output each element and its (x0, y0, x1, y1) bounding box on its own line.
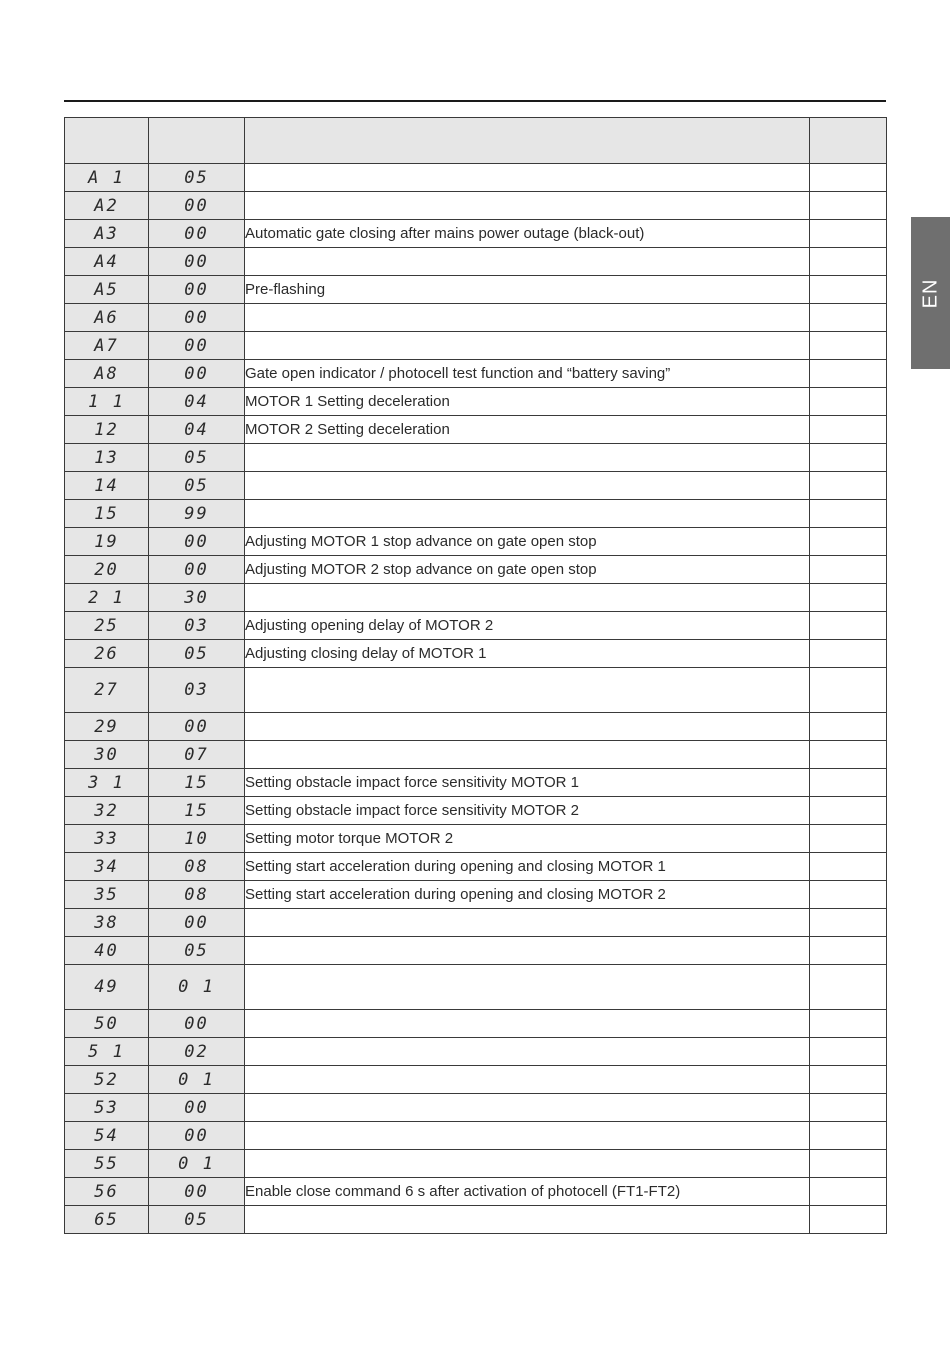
setting-cell (810, 853, 887, 881)
parameter-description: Setting motor torque MOTOR 2 (245, 825, 810, 853)
default-value: 00 (149, 248, 245, 276)
default-value: 00 (149, 220, 245, 248)
table-row (65, 192, 887, 220)
parameter-code: A2 (65, 192, 149, 220)
setting-cell (810, 192, 887, 220)
parameter-description (245, 304, 810, 332)
parameter-description: Adjusting MOTOR 1 stop advance on gate open stop (245, 528, 810, 556)
parameter-code: A8 (65, 360, 149, 388)
parameter-description (245, 909, 810, 937)
parameter-description (245, 1122, 810, 1150)
parameter-code: 15 (65, 500, 149, 528)
parameter-description (245, 1150, 810, 1178)
setting-cell (810, 444, 887, 472)
parameter-code: 65 (65, 1206, 149, 1234)
default-value: 04 (149, 388, 245, 416)
table-body (65, 164, 887, 1234)
table-row (65, 713, 887, 741)
setting-cell (810, 472, 887, 500)
parameter-code: 5 1 (65, 1038, 149, 1066)
parameter-description: Setting start acceleration during opening and closing MOTOR 2 (245, 881, 810, 909)
parameter-code: 26 (65, 640, 149, 668)
parameter-description: Adjusting opening delay of MOTOR 2 (245, 612, 810, 640)
parameter-description (245, 584, 810, 612)
default-value: 0 1 (149, 1150, 245, 1178)
table-row (65, 1178, 887, 1206)
parameter-code: 55 (65, 1150, 149, 1178)
default-value: 00 (149, 909, 245, 937)
setting-cell (810, 612, 887, 640)
table-row (65, 444, 887, 472)
table-row (65, 332, 887, 360)
default-value: 00 (149, 276, 245, 304)
default-value: 05 (149, 1206, 245, 1234)
table-row (65, 1206, 887, 1234)
parameter-code: A7 (65, 332, 149, 360)
parameter-code: 30 (65, 741, 149, 769)
setting-cell (810, 500, 887, 528)
setting-cell (810, 556, 887, 584)
parameter-description (245, 741, 810, 769)
parameter-code: 1 1 (65, 388, 149, 416)
default-value: 0 1 (149, 1066, 245, 1094)
setting-cell (810, 769, 887, 797)
default-value: 05 (149, 164, 245, 192)
parameter-code: 49 (65, 965, 149, 1010)
default-value: 08 (149, 881, 245, 909)
default-value: 10 (149, 825, 245, 853)
parameter-description (245, 1094, 810, 1122)
setting-cell (810, 713, 887, 741)
header-cell-code (65, 118, 149, 164)
table-row (65, 612, 887, 640)
table-row (65, 909, 887, 937)
table-row (65, 769, 887, 797)
parameter-code: 19 (65, 528, 149, 556)
setting-cell (810, 909, 887, 937)
parameter-code: 53 (65, 1094, 149, 1122)
setting-cell (810, 640, 887, 668)
parameter-description (245, 937, 810, 965)
table-row (65, 556, 887, 584)
table-row (65, 388, 887, 416)
parameter-code: 3 1 (65, 769, 149, 797)
setting-cell (810, 1122, 887, 1150)
table-row (65, 825, 887, 853)
default-value: 15 (149, 797, 245, 825)
table-row (65, 528, 887, 556)
setting-cell (810, 1094, 887, 1122)
setting-cell (810, 825, 887, 853)
table-row (65, 965, 887, 1010)
table-row (65, 1150, 887, 1178)
setting-cell (810, 360, 887, 388)
default-value: 07 (149, 741, 245, 769)
setting-cell (810, 1150, 887, 1178)
default-value: 05 (149, 640, 245, 668)
setting-cell (810, 388, 887, 416)
table-row (65, 853, 887, 881)
header-cell-description (245, 118, 810, 164)
setting-cell (810, 1178, 887, 1206)
setting-cell (810, 584, 887, 612)
parameter-description (245, 713, 810, 741)
parameter-code: 38 (65, 909, 149, 937)
parameter-code: 25 (65, 612, 149, 640)
parameter-description: MOTOR 2 Setting deceleration (245, 416, 810, 444)
default-value: 00 (149, 360, 245, 388)
parameter-description (245, 1206, 810, 1234)
header-cell-setting (810, 118, 887, 164)
parameter-code: 14 (65, 472, 149, 500)
default-value: 99 (149, 500, 245, 528)
default-value: 00 (149, 1094, 245, 1122)
parameter-description: Automatic gate closing after mains power outage (black-out) (245, 220, 810, 248)
default-value: 15 (149, 769, 245, 797)
table-row (65, 276, 887, 304)
parameter-code: 2 1 (65, 584, 149, 612)
parameter-description (245, 500, 810, 528)
table-row (65, 797, 887, 825)
default-value: 00 (149, 528, 245, 556)
parameter-code: 29 (65, 713, 149, 741)
parameter-description: Adjusting closing delay of MOTOR 1 (245, 640, 810, 668)
parameter-code: 12 (65, 416, 149, 444)
default-value: 00 (149, 556, 245, 584)
default-value: 00 (149, 192, 245, 220)
setting-cell (810, 881, 887, 909)
default-value: 05 (149, 472, 245, 500)
table-row (65, 1094, 887, 1122)
parameter-description (245, 248, 810, 276)
table-row (65, 640, 887, 668)
default-value: 08 (149, 853, 245, 881)
language-tab (911, 217, 950, 369)
table-row (65, 584, 887, 612)
table-row (65, 668, 887, 713)
parameter-code: 34 (65, 853, 149, 881)
default-value: 00 (149, 1010, 245, 1038)
table-row (65, 360, 887, 388)
parameter-description: MOTOR 1 Setting deceleration (245, 388, 810, 416)
parameter-code: A 1 (65, 164, 149, 192)
parameter-description (245, 1010, 810, 1038)
parameter-description (245, 192, 810, 220)
top-rule (64, 100, 886, 102)
parameter-description (245, 164, 810, 192)
parameter-description: Setting obstacle impact force sensitivity MOTOR 2 (245, 797, 810, 825)
parameter-code: 27 (65, 668, 149, 713)
parameter-code: 20 (65, 556, 149, 584)
table-row (65, 248, 887, 276)
default-value: 03 (149, 612, 245, 640)
parameter-code: 52 (65, 1066, 149, 1094)
default-value: 02 (149, 1038, 245, 1066)
default-value: 05 (149, 444, 245, 472)
parameter-code: 54 (65, 1122, 149, 1150)
default-value: 00 (149, 332, 245, 360)
table-header-row (65, 118, 887, 164)
setting-cell (810, 668, 887, 713)
table-row (65, 741, 887, 769)
parameter-description (245, 965, 810, 1010)
default-value: 03 (149, 668, 245, 713)
table-row (65, 220, 887, 248)
table-row (65, 1066, 887, 1094)
setting-cell (810, 248, 887, 276)
default-value: 0 1 (149, 965, 245, 1010)
setting-cell (810, 1010, 887, 1038)
table-row (65, 881, 887, 909)
table-row (65, 937, 887, 965)
default-value: 30 (149, 584, 245, 612)
setting-cell (810, 528, 887, 556)
setting-cell (810, 937, 887, 965)
parameter-code: A4 (65, 248, 149, 276)
parameter-code: 56 (65, 1178, 149, 1206)
table-row (65, 416, 887, 444)
setting-cell (810, 1038, 887, 1066)
parameter-description: Enable close command 6 s after activation of photocell (FT1-FT2) (245, 1178, 810, 1206)
parameter-description: Pre-flashing (245, 276, 810, 304)
default-value: 00 (149, 304, 245, 332)
setting-cell (810, 332, 887, 360)
setting-cell (810, 304, 887, 332)
setting-cell (810, 276, 887, 304)
parameter-description: Adjusting MOTOR 2 stop advance on gate open stop (245, 556, 810, 584)
parameter-description (245, 668, 810, 713)
table-row (65, 1038, 887, 1066)
setting-cell (810, 1206, 887, 1234)
table-row (65, 164, 887, 192)
default-value: 00 (149, 1178, 245, 1206)
parameter-description: Setting start acceleration during opening and closing MOTOR 1 (245, 853, 810, 881)
parameter-code: 33 (65, 825, 149, 853)
parameter-code: 35 (65, 881, 149, 909)
table-row (65, 304, 887, 332)
header-cell-default-value (149, 118, 245, 164)
setting-cell (810, 220, 887, 248)
table-row (65, 1122, 887, 1150)
setting-cell (810, 164, 887, 192)
parameter-code: 50 (65, 1010, 149, 1038)
parameter-code: 32 (65, 797, 149, 825)
parameter-description (245, 332, 810, 360)
table-row (65, 1010, 887, 1038)
setting-cell (810, 1066, 887, 1094)
table-row (65, 472, 887, 500)
parameter-description (245, 1066, 810, 1094)
parameter-description (245, 472, 810, 500)
parameter-code: A6 (65, 304, 149, 332)
default-value: 00 (149, 1122, 245, 1150)
parameter-code: A3 (65, 220, 149, 248)
parameters-table (64, 117, 887, 1234)
table-row (65, 500, 887, 528)
parameter-code: A5 (65, 276, 149, 304)
parameter-code: 40 (65, 937, 149, 965)
language-tab-label: EN (918, 278, 941, 308)
parameter-description (245, 444, 810, 472)
parameter-code: 13 (65, 444, 149, 472)
default-value: 05 (149, 937, 245, 965)
setting-cell (810, 797, 887, 825)
setting-cell (810, 965, 887, 1010)
parameter-description (245, 1038, 810, 1066)
setting-cell (810, 416, 887, 444)
setting-cell (810, 741, 887, 769)
parameter-description: Gate open indicator / photocell test function and “battery saving” (245, 360, 810, 388)
default-value: 04 (149, 416, 245, 444)
parameter-description: Setting obstacle impact force sensitivity MOTOR 1 (245, 769, 810, 797)
default-value: 00 (149, 713, 245, 741)
